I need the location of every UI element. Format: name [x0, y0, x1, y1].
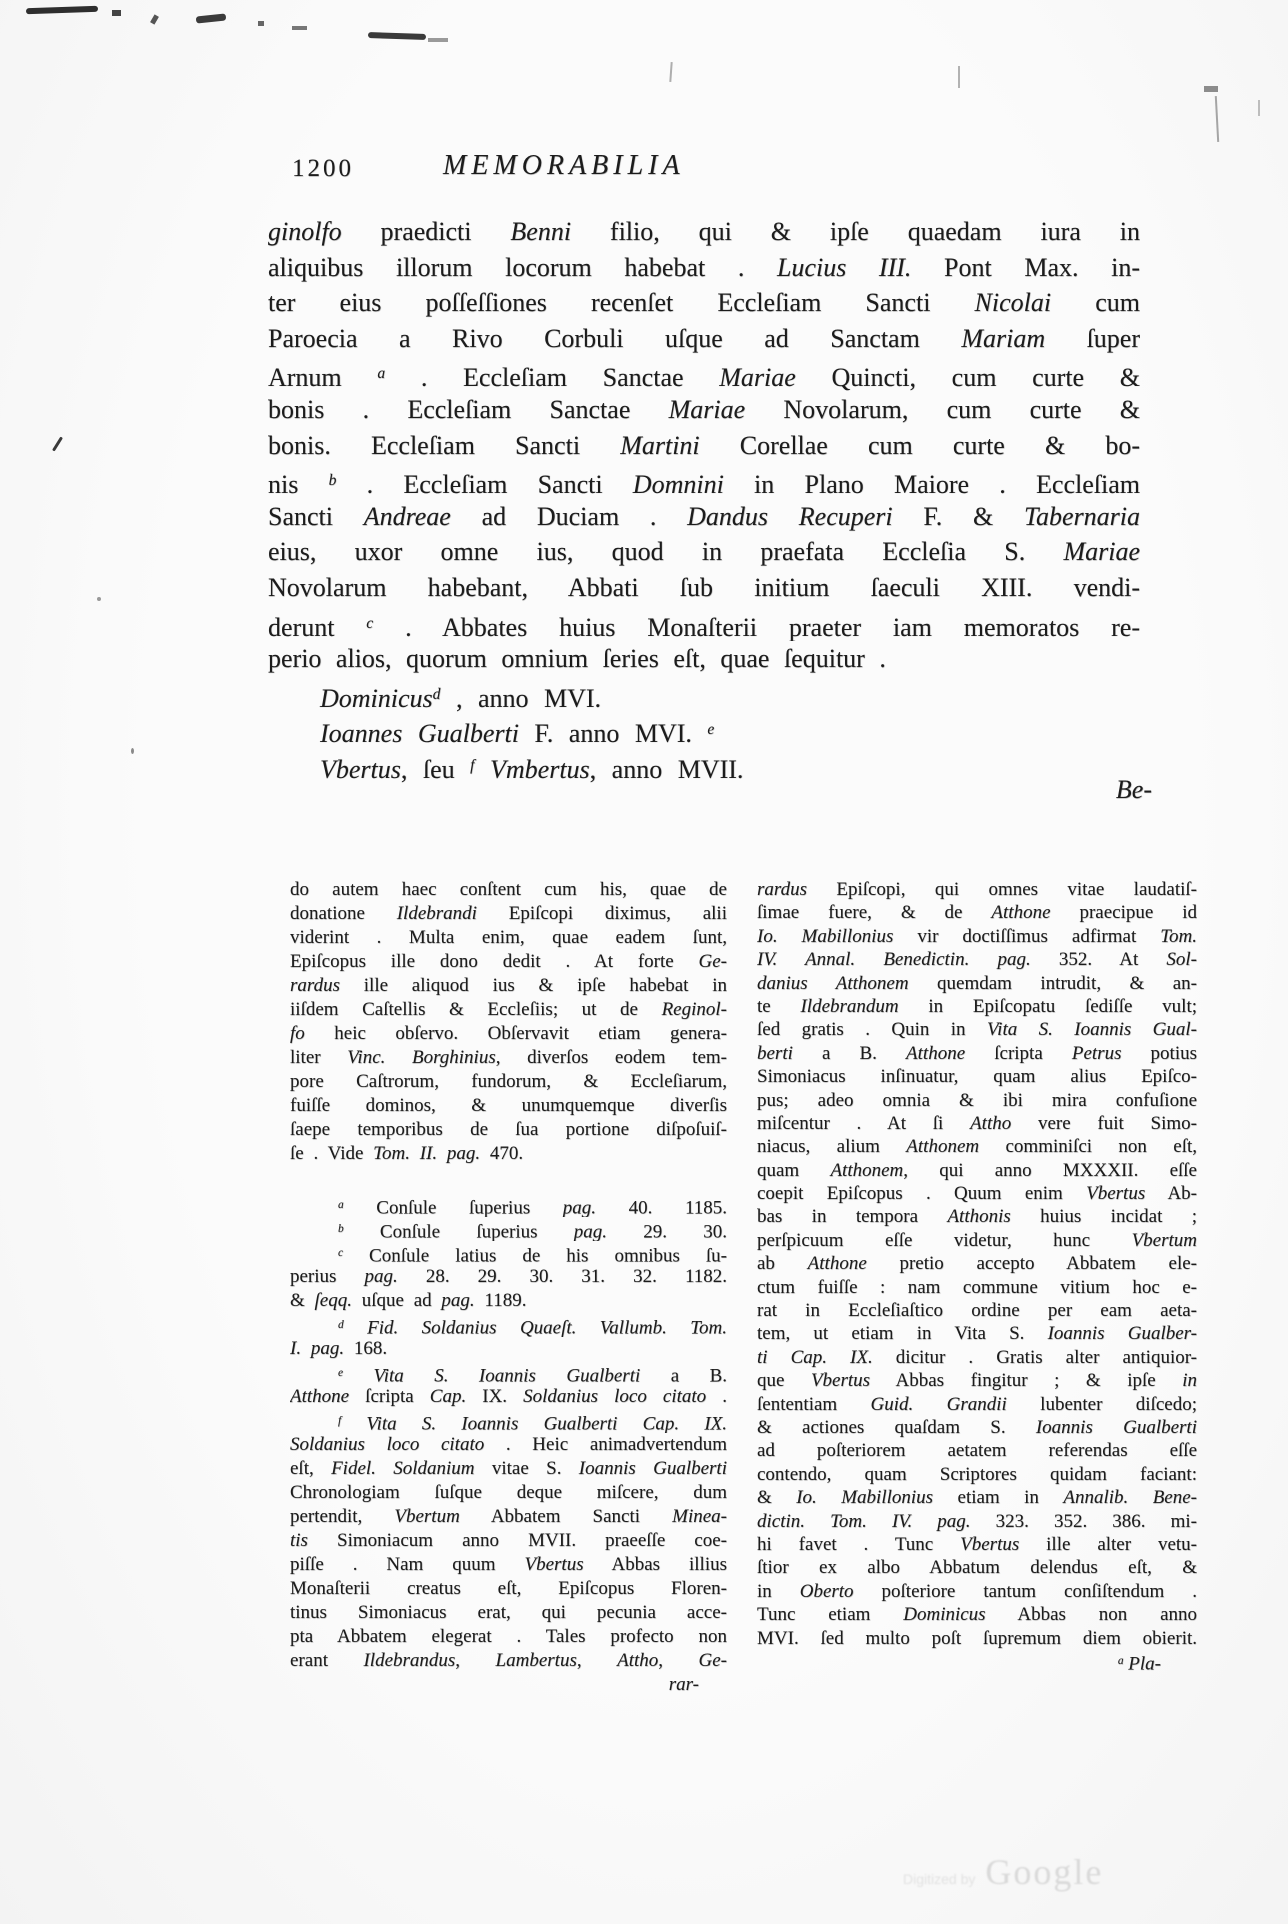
text-line: Epiſcopus ille dono dedit . At forte Ge- [290, 951, 727, 972]
text-line: ſententiam Guid. Grandii lubenter diſcedo; [757, 1393, 1197, 1415]
text-line: donatione Ildebrandi Epiſcopi diximus, alii [290, 903, 727, 924]
text-line: Simoniacus inſinuatur, quam alius Epiſco- [757, 1066, 1197, 1088]
text-line: ſe . Vide Tom. II. pag. 470. [290, 1143, 524, 1164]
text-line: miſcentur . At ſi Attho vere fuit Simo- [757, 1112, 1197, 1134]
text-line: pta Abbatem elegerat . Tales profecto non [290, 1626, 727, 1647]
text-line: Paroecia a Rivo Corbuli uſque ad Sanctam Mariam ſuper [268, 323, 1140, 353]
footnote-left-lettered-notes [290, 1193, 727, 1673]
text-line: danius Atthonem quemdam intrudit, & an- [757, 972, 1197, 994]
text-line: ginolfo praedicti Benni filio, qui & ipſe quaedam iura in [268, 217, 1140, 246]
text-line: dictin. Tom. IV. pag. 323. 352. 386. mi- [757, 1510, 1197, 1532]
text-line: ti Cap. IX. dicitur . Gratis alter antiquior- [757, 1346, 1197, 1368]
text-line: piſſe . Nam quum Vbertus Abbas illius [290, 1554, 727, 1575]
text-line: derunt $^c$ . Abbates huius Monaſterii praeter iam memoratos re- [268, 612, 1140, 642]
text-line: te Ildebrandum in Epiſcopatu ſediſſe vult; [757, 995, 1197, 1017]
scan-artifact [150, 14, 159, 24]
text-line: rar- [668, 1674, 699, 1695]
text-line: Ioannes Gualberti F. anno MVI. $^e$ [320, 719, 715, 748]
scan-artifact [368, 32, 426, 40]
scan-artifact [669, 62, 672, 82]
scan-artifact [196, 13, 227, 23]
text-line: quam Atthonem, qui anno MXXXII. eſſe [757, 1159, 1197, 1181]
footnote-column-right [757, 878, 1197, 1673]
text-line: eius, uxor omne ius, quod in praefata Eccleſia S. Mariae [268, 537, 1140, 567]
text-line: ſtior ex albo Abbatum delendus eſt, & [757, 1557, 1197, 1579]
text-line: iiſdem Caſtellis & Eccleſiis; ut de Reginol- [290, 999, 727, 1020]
text-line: tis Simoniacum anno MVII. praeeſſe coe- [290, 1530, 727, 1551]
text-line: rardus ille aliquod ius & ipſe habebat in [290, 975, 727, 996]
text-line: hi favet . Tunc Vbertus ille alter vetu- [757, 1533, 1197, 1555]
text-line: $^d$ Fid. Soldanius Quaeſt. Vallumb. Tom. [338, 1317, 727, 1337]
text-line: bonis . Eccleſiam Sanctae Mariae Novolarum, cum curte & [268, 394, 1140, 424]
text-line: viderint . Multa enim, quae eadem ſunt, [290, 927, 727, 948]
text-line: fuiſſe dominos, & unumquemque diverſis [290, 1095, 727, 1116]
text-line: & Io. Mabillonius etiam in Annalib. Bene- [757, 1487, 1197, 1509]
text-line: Sancti Andreae ad Duciam . Dandus Recuperi F. & Tabernaria [268, 501, 1140, 531]
scan-artifact [97, 597, 101, 601]
text-line: Novolarum habebant, Abbati ſub initium ſaeculi XIII. vendi- [268, 572, 1140, 602]
text-line: rardus Epiſcopi, qui omnes vitae laudatiſ- [757, 879, 1197, 900]
footnote-right-text [757, 878, 1197, 1650]
text-line: Tunc etiam Dominicus Abbas non anno [757, 1604, 1197, 1626]
text-line: perſpicuum eſſe videtur, hunc Vbertum [757, 1229, 1197, 1251]
text-line: bonis. Eccleſiam Sancti Martini Corellae cum curte & bo- [268, 430, 1140, 460]
catchword-main [268, 772, 1152, 808]
main-text-block [268, 214, 1140, 784]
text-line: berti a B. Atthone ſcripta Petrus potius [757, 1042, 1197, 1064]
text-line: I. pag. 168. [290, 1338, 388, 1359]
text-line: Arnum $^a$ . Eccleſiam Sanctae Mariae Quincti, cum curte & [268, 363, 1140, 392]
scan-artifact [428, 38, 448, 42]
text-line: ctum fuiſſe : nam commune vitium hoc e- [757, 1276, 1197, 1298]
scan-artifact [958, 66, 960, 88]
catchword-right-column [757, 1650, 1197, 1673]
scan-artifact [112, 10, 121, 16]
text-line: Be- [1115, 775, 1152, 804]
scan-artifact [1258, 100, 1260, 116]
text-line: contendo, quam Scriptores quidam faciant: [757, 1463, 1197, 1485]
text-line: rat in Eccleſiaſtico ordine per eam aeta- [757, 1300, 1197, 1322]
text-line: fo heic obſervo. Obſervavit etiam genera- [290, 1023, 727, 1044]
catchword-left-column [290, 1673, 727, 1697]
text-line: bas in tempora Atthonis huius incidat ; [757, 1206, 1197, 1228]
text-line: $^a$ Pla- [1117, 1653, 1161, 1674]
text-line: que Vbertus Abbas fingitur ; & ipſe in [757, 1370, 1197, 1392]
text-line: & actiones quaſdam S. Ioannis Gualberti [757, 1416, 1197, 1438]
text-line: liter Vinc. Borghinius, diverſos eodem tem- [290, 1047, 727, 1068]
text-line: pus; adeo omnia & ibi mira confuſione [757, 1089, 1197, 1111]
text-line: & ſeqq. uſque ad pag. 1189. [290, 1290, 527, 1311]
main-text-paragraph [268, 214, 1140, 677]
text-line: Soldanius loco citato . Heic animadvertendum [290, 1434, 727, 1455]
footnote-column-left [290, 878, 727, 1697]
text-line: ſaepe temporibus de ſua portione diſpoſuiſ- [290, 1119, 727, 1140]
scan-artifact [52, 436, 63, 451]
text-line: do autem haec conſtent cum his, quae de [290, 879, 727, 900]
watermark-prefix: Digitized by [903, 1871, 976, 1887]
text-line: $^c$ Conſule latius de his omnibus ſu- [338, 1245, 727, 1265]
scan-artifact [1204, 86, 1218, 92]
scan-artifact [131, 748, 134, 754]
text-line: $^f$ Vita S. Ioannis Gualberti Cap. IX. [338, 1413, 727, 1433]
text-line: tinus Simoniacus erat, qui pecunia acce- [290, 1602, 727, 1623]
text-line: ab Atthone pretio accepto Abbatem ele- [757, 1253, 1197, 1275]
text-line: ad poſteriorem aetatem referendas eſſe [757, 1440, 1197, 1462]
text-line: ſimae fuere, & de Atthone praecipue id [757, 902, 1197, 924]
scan-artifact [1215, 96, 1219, 142]
text-line: perius pag. 28. 29. 30. 31. 32. 1182. [290, 1266, 727, 1287]
scan-artifact [258, 21, 264, 26]
text-line: niacus, alium Atthonem comminiſci non eſt, [757, 1136, 1197, 1158]
text-line: Atthone ſcripta Cap. IX. Soldanius loco citato . [290, 1386, 727, 1407]
scan-artifact [292, 26, 307, 30]
text-line: Dominicus$^d$ , anno MVI. [320, 683, 602, 713]
text-line: MVI. ſed multo poſt ſupremum diem obierit. [757, 1627, 1197, 1649]
text-line: ſed gratis . Quin in Vita S. Ioannis Gual- [757, 1019, 1197, 1041]
google-watermark [903, 1851, 1103, 1893]
google-logo: Google [985, 1852, 1104, 1892]
text-line: Io. Mabillonius vir doctiſſimus adfirmat Tom. [757, 925, 1197, 947]
footnote-left-paragraph [290, 878, 727, 1166]
text-line: tem, ut etiam in Vita S. Ioannis Gualber- [757, 1323, 1197, 1345]
text-line: IV. Annal. Benedictin. pag. 352. At Sol- [757, 949, 1197, 971]
text-line: eſt, Fidel. Soldanium vitae S. Ioannis Gualberti [290, 1458, 727, 1479]
text-line: aliquibus illorum locorum habebat . Lucius III. Pont Max. in- [268, 252, 1140, 282]
abbot-list [268, 677, 1140, 784]
text-line: Vbertus, ſeu $^f$ Vmbertus, anno MVII. [320, 754, 744, 784]
text-line: perio alios, quorum omnium ſeries eſt, quae ſequitur . [268, 644, 886, 674]
text-line: pore Caſtrorum, fundorum, & Eccleſiarum, [290, 1071, 727, 1092]
text-line: nis $^b$ . Eccleſiam Sancti Domnini in Plano Maiore . Eccleſiam [268, 469, 1140, 499]
text-line: pertendit, Vbertum Abbatem Sancti Minea- [290, 1506, 727, 1527]
text-line: $^e$ Vita S. Ioannis Gualberti a B. [338, 1365, 727, 1385]
text-line: $^b$ Conſule ſuperius pag. 29. 30. [338, 1221, 727, 1241]
page-number: 1200 [292, 155, 354, 182]
text-line: erant Ildebrandus, Lambertus, Attho, Ge- [290, 1650, 727, 1671]
text-line: coepit Epiſcopus . Quum enim Vbertus Ab- [757, 1183, 1197, 1205]
page-header-title: MEMORABILIA [443, 150, 685, 181]
scan-artifact [26, 6, 98, 15]
text-line: Monaſterii creatus eſt, Epiſcopus Floren- [290, 1578, 727, 1599]
text-line: ter eius poſſeſſiones recenſet Eccleſiam Sancti Nicolai cum [268, 288, 1140, 318]
text-line: in Oberto poſteriore tantum conſiſtendum . [757, 1580, 1197, 1602]
text-line: $^a$ Conſule ſuperius pag. 40. 1185. [338, 1197, 727, 1217]
text-line: Chronologiam ſuſque deque miſcere, dum [290, 1482, 727, 1503]
